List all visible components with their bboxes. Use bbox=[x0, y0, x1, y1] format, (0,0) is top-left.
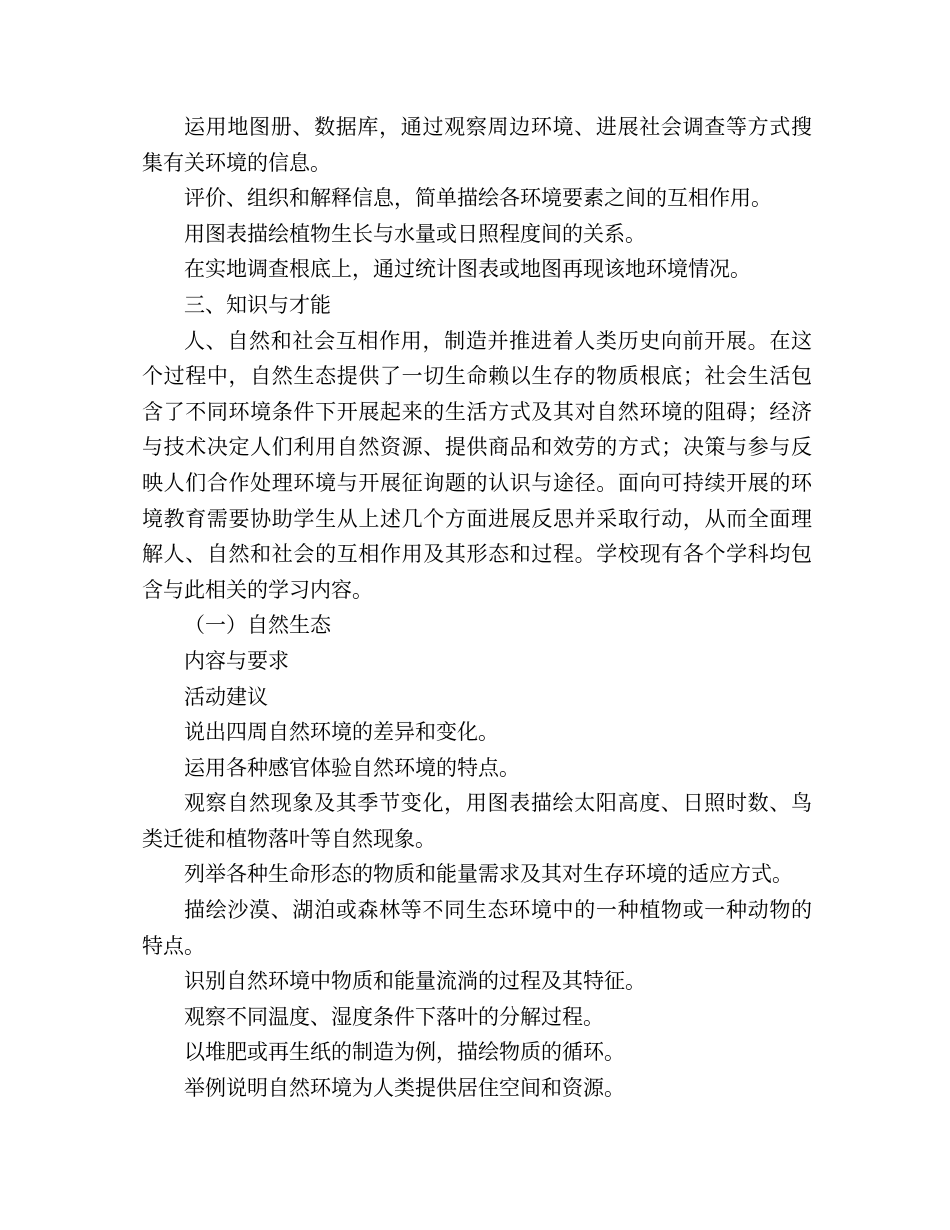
paragraph: 观察自然现象及其季节变化，用图表描绘太阳高度、日照时数、鸟类迁徙和植物落叶等自然现象。 bbox=[142, 791, 812, 851]
paragraph: 描绘沙漠、湖泊或森林等不同生态环境中的一种植物或一种动物的特点。 bbox=[142, 898, 812, 958]
paragraph: 运用地图册、数据库，通过观察周边环境、进展社会调查等方式搜集有关环境的信息。 bbox=[142, 115, 812, 175]
paragraph: 观察不同温度、湿度条件下落叶的分解过程。 bbox=[184, 1004, 604, 1029]
paragraph: 以堆肥或再生纸的制造为例，描绘物质的循环。 bbox=[184, 1040, 625, 1065]
paragraph: 运用各种感官体验自然环境的特点。 bbox=[184, 755, 520, 780]
paragraph: 评价、组织和解释信息，简单描绘各环境要素之间的互相作用。 bbox=[184, 186, 772, 211]
paragraph: 用图表描绘植物生长与水量或日照程度间的关系。 bbox=[184, 221, 646, 246]
paragraph: 在实地调查根底上，通过统计图表或地图再现该地环境情况。 bbox=[184, 257, 751, 282]
document-page bbox=[142, 110, 812, 1107]
paragraph: 举例说明自然环境为人类提供居住空间和资源。 bbox=[184, 1076, 625, 1101]
paragraph: 活动建议 bbox=[184, 684, 268, 709]
paragraph: 识别自然环境中物质和能量流淌的过程及其特征。 bbox=[184, 969, 646, 994]
paragraph: 内容与要求 bbox=[184, 648, 289, 673]
paragraph: 列举各种生命形态的物质和能量需求及其对生存环境的适应方式。 bbox=[184, 862, 793, 887]
paragraph: 人、自然和社会互相作用，制造并推进着人类历史向前开展。在这个过程中，自然生态提供了一切生命赖以生存的物质根底；社会生活包含了不同环境条件下开展起来的生活方式及其对自然环境的阻碍；经济与技术决定人们利用自然资源、提供商品和效劳的方式；决策与参与反映人们合作处理环境与开展征询题的认识与途径。面向可持续开展的环境教育需要协助学生从上述几个方面进展反思并采取行动，从而全面理解人、自然和社会的互相作用及其形态和过程。学校现有各个学科均包含与此相关的学习内容。 bbox=[142, 328, 812, 602]
section-heading: 三、知识与才能 bbox=[184, 292, 331, 317]
paragraph: 说出四周自然环境的差异和变化。 bbox=[184, 720, 499, 745]
subsection-heading: （一）自然生态 bbox=[184, 613, 331, 638]
